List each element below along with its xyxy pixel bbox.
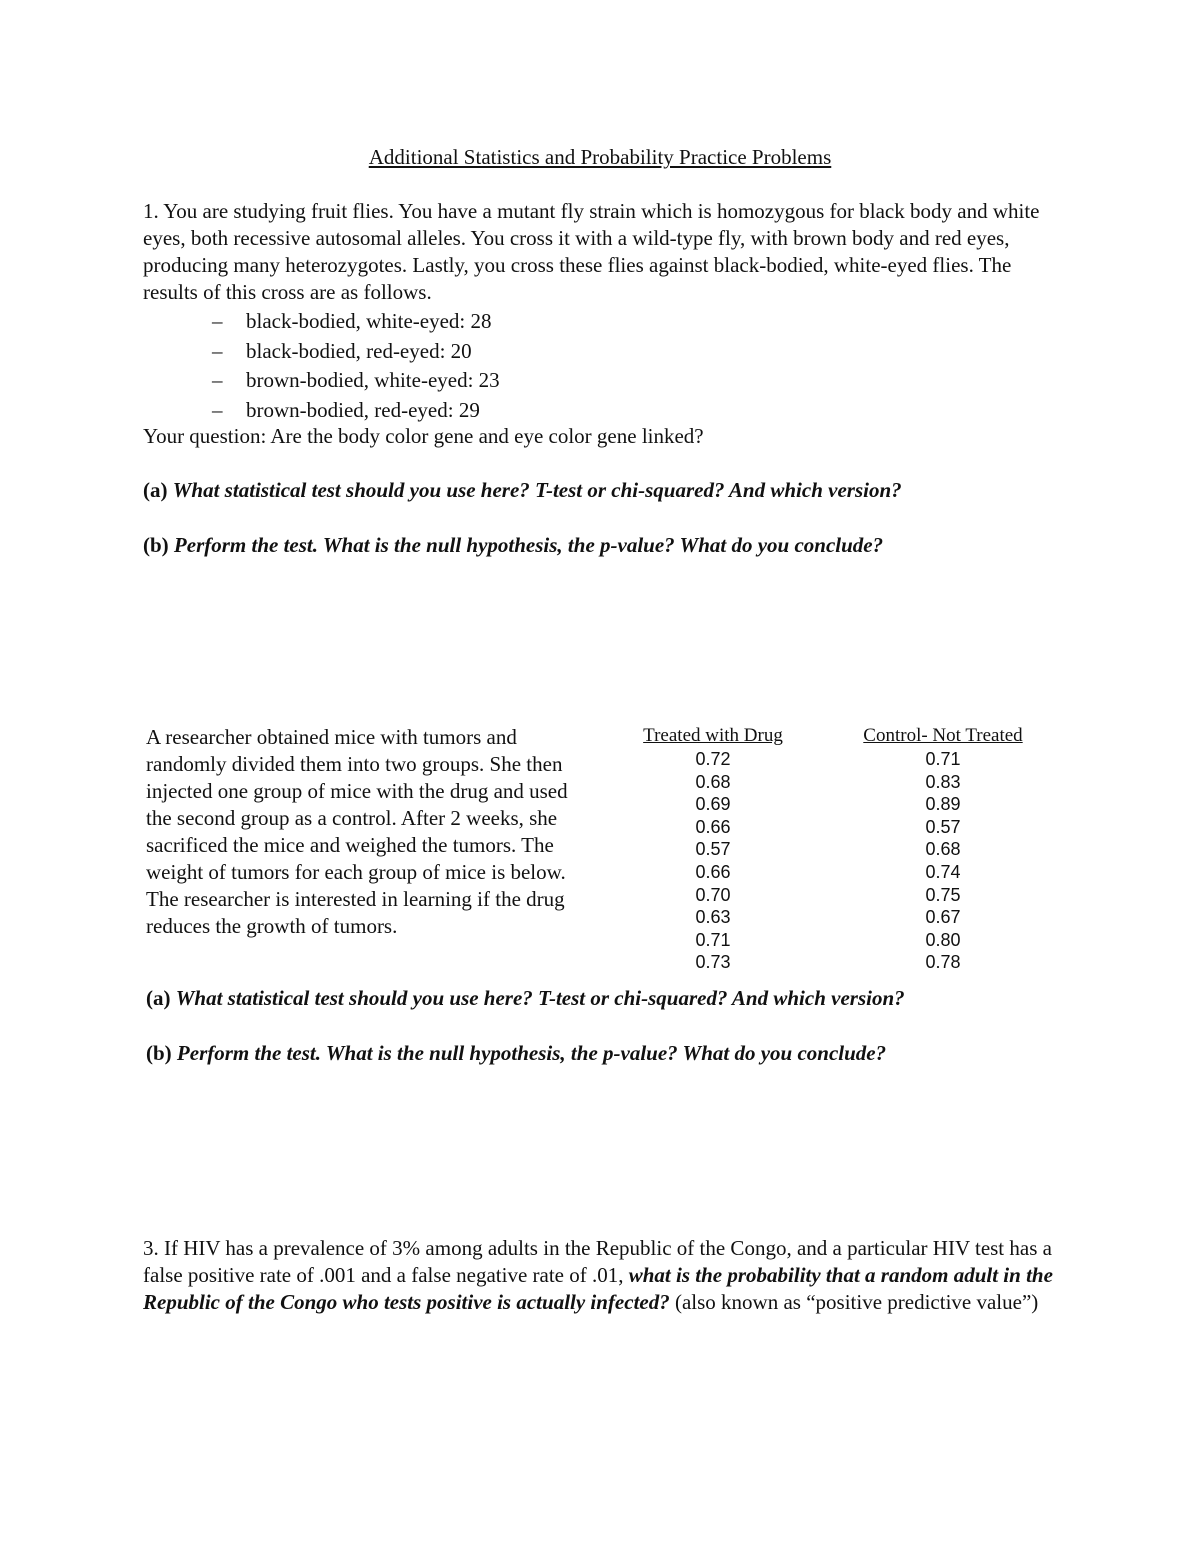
result-text: brown-bodied, white-eyed: 23 xyxy=(246,368,500,392)
table-cell: 0.78 xyxy=(925,952,961,973)
part-question: Perform the test. What is the null hypothesis, the p-value? What do you conclude? xyxy=(176,1041,887,1065)
table-cell: 0.68 xyxy=(925,839,961,860)
table-cell: 0.57 xyxy=(695,839,731,860)
list-item xyxy=(212,307,500,337)
list-item xyxy=(212,337,500,367)
table-cell: 0.80 xyxy=(925,929,961,950)
problem2-text: A researcher obtained mice with tumors and randomly divided them into two groups. She then injected one group of mice with the drug and used the second group as a control. After 2 weeks, she sacrificed the mice and weighed the tumors. The weight of tumors for each group of mice is below. The researcher is interested in learning if the drug reduces the growth of tumors. xyxy=(146,725,568,938)
table-cell: 0.70 xyxy=(695,884,731,905)
column-header: Treated with Drug xyxy=(643,725,783,746)
table-cell: 0.83 xyxy=(925,771,961,792)
part-question: What statistical test should you use here? T-test or chi-squared? And which version? xyxy=(175,986,905,1010)
table-cell: 0.74 xyxy=(925,861,961,882)
problem1-part-b xyxy=(143,532,883,558)
problem2-part-b xyxy=(146,1040,886,1066)
list-item xyxy=(212,366,500,396)
part-label: (b) xyxy=(143,533,169,557)
table-cell: 0.71 xyxy=(925,749,961,769)
problem3-note: (also known as “positive predictive value”) xyxy=(669,1290,1039,1314)
problem3-question: what is the probability that a random adult in the Republic of the Congo who tests positive is actually infected? xyxy=(143,1263,1053,1314)
problem3-text xyxy=(143,1235,1063,1316)
control-column xyxy=(850,724,1036,974)
bullet-dash: – xyxy=(212,368,223,392)
column-header: Control- Not Treated xyxy=(863,725,1023,746)
table-cell: 0.89 xyxy=(925,794,961,815)
table-cell: 0.68 xyxy=(695,771,731,792)
table-cell: 0.66 xyxy=(695,816,731,837)
table-cell: 0.75 xyxy=(925,884,961,905)
problem2-part-a xyxy=(146,985,905,1011)
page-title: Additional Statistics and Probability Practice Problems xyxy=(368,145,832,169)
table-cell: 0.57 xyxy=(925,816,961,837)
table-cell: 0.72 xyxy=(695,749,731,769)
problem1-question: Your question: Are the body color gene and eye color gene linked? xyxy=(143,424,704,448)
result-text: black-bodied, white-eyed: 28 xyxy=(246,309,492,333)
problem1-results-list xyxy=(212,307,500,425)
table-cell: 0.63 xyxy=(695,907,731,928)
part-label: (a) xyxy=(143,478,168,502)
part-question: What statistical test should you use here? T-test or chi-squared? And which version? xyxy=(172,478,902,502)
table-cell: 0.66 xyxy=(695,861,731,882)
problem1-intro: 1. You are studying fruit flies. You have a mutant fly strain which is homozygous for black body and white eyes, both recessive autosomal alleles. You cross it with a wild-type fly, with brown body and red eyes, producing many heterozygotes. Lastly, you cross these flies against black-bodied, white-eyed flies. The results of this cross are as follows. xyxy=(143,199,1040,304)
table-cell: 0.73 xyxy=(695,952,731,973)
table-cell: 0.69 xyxy=(695,794,731,815)
bullet-dash: – xyxy=(212,338,223,363)
part-label: (b) xyxy=(146,1041,172,1065)
bullet-dash: – xyxy=(212,309,223,333)
table-cell: 0.67 xyxy=(925,907,961,928)
part-question: Perform the test. What is the null hypothesis, the p-value? What do you conclude? xyxy=(173,533,884,557)
bullet-dash: – xyxy=(212,397,223,422)
problem1-part-a xyxy=(143,477,902,503)
result-text: brown-bodied, red-eyed: 29 xyxy=(246,397,480,422)
part-label: (a) xyxy=(146,986,171,1010)
result-text: black-bodied, red-eyed: 20 xyxy=(246,338,472,363)
table-cell: 0.71 xyxy=(695,929,731,950)
problem3-intro: 3. If HIV has a prevalence of 3% among adults in the Republic of the Congo, and a particular HIV test has a false positive rate of .001 and a false negative rate of .01, xyxy=(143,1236,1052,1287)
treated-column xyxy=(620,724,806,974)
list-item xyxy=(212,396,500,426)
